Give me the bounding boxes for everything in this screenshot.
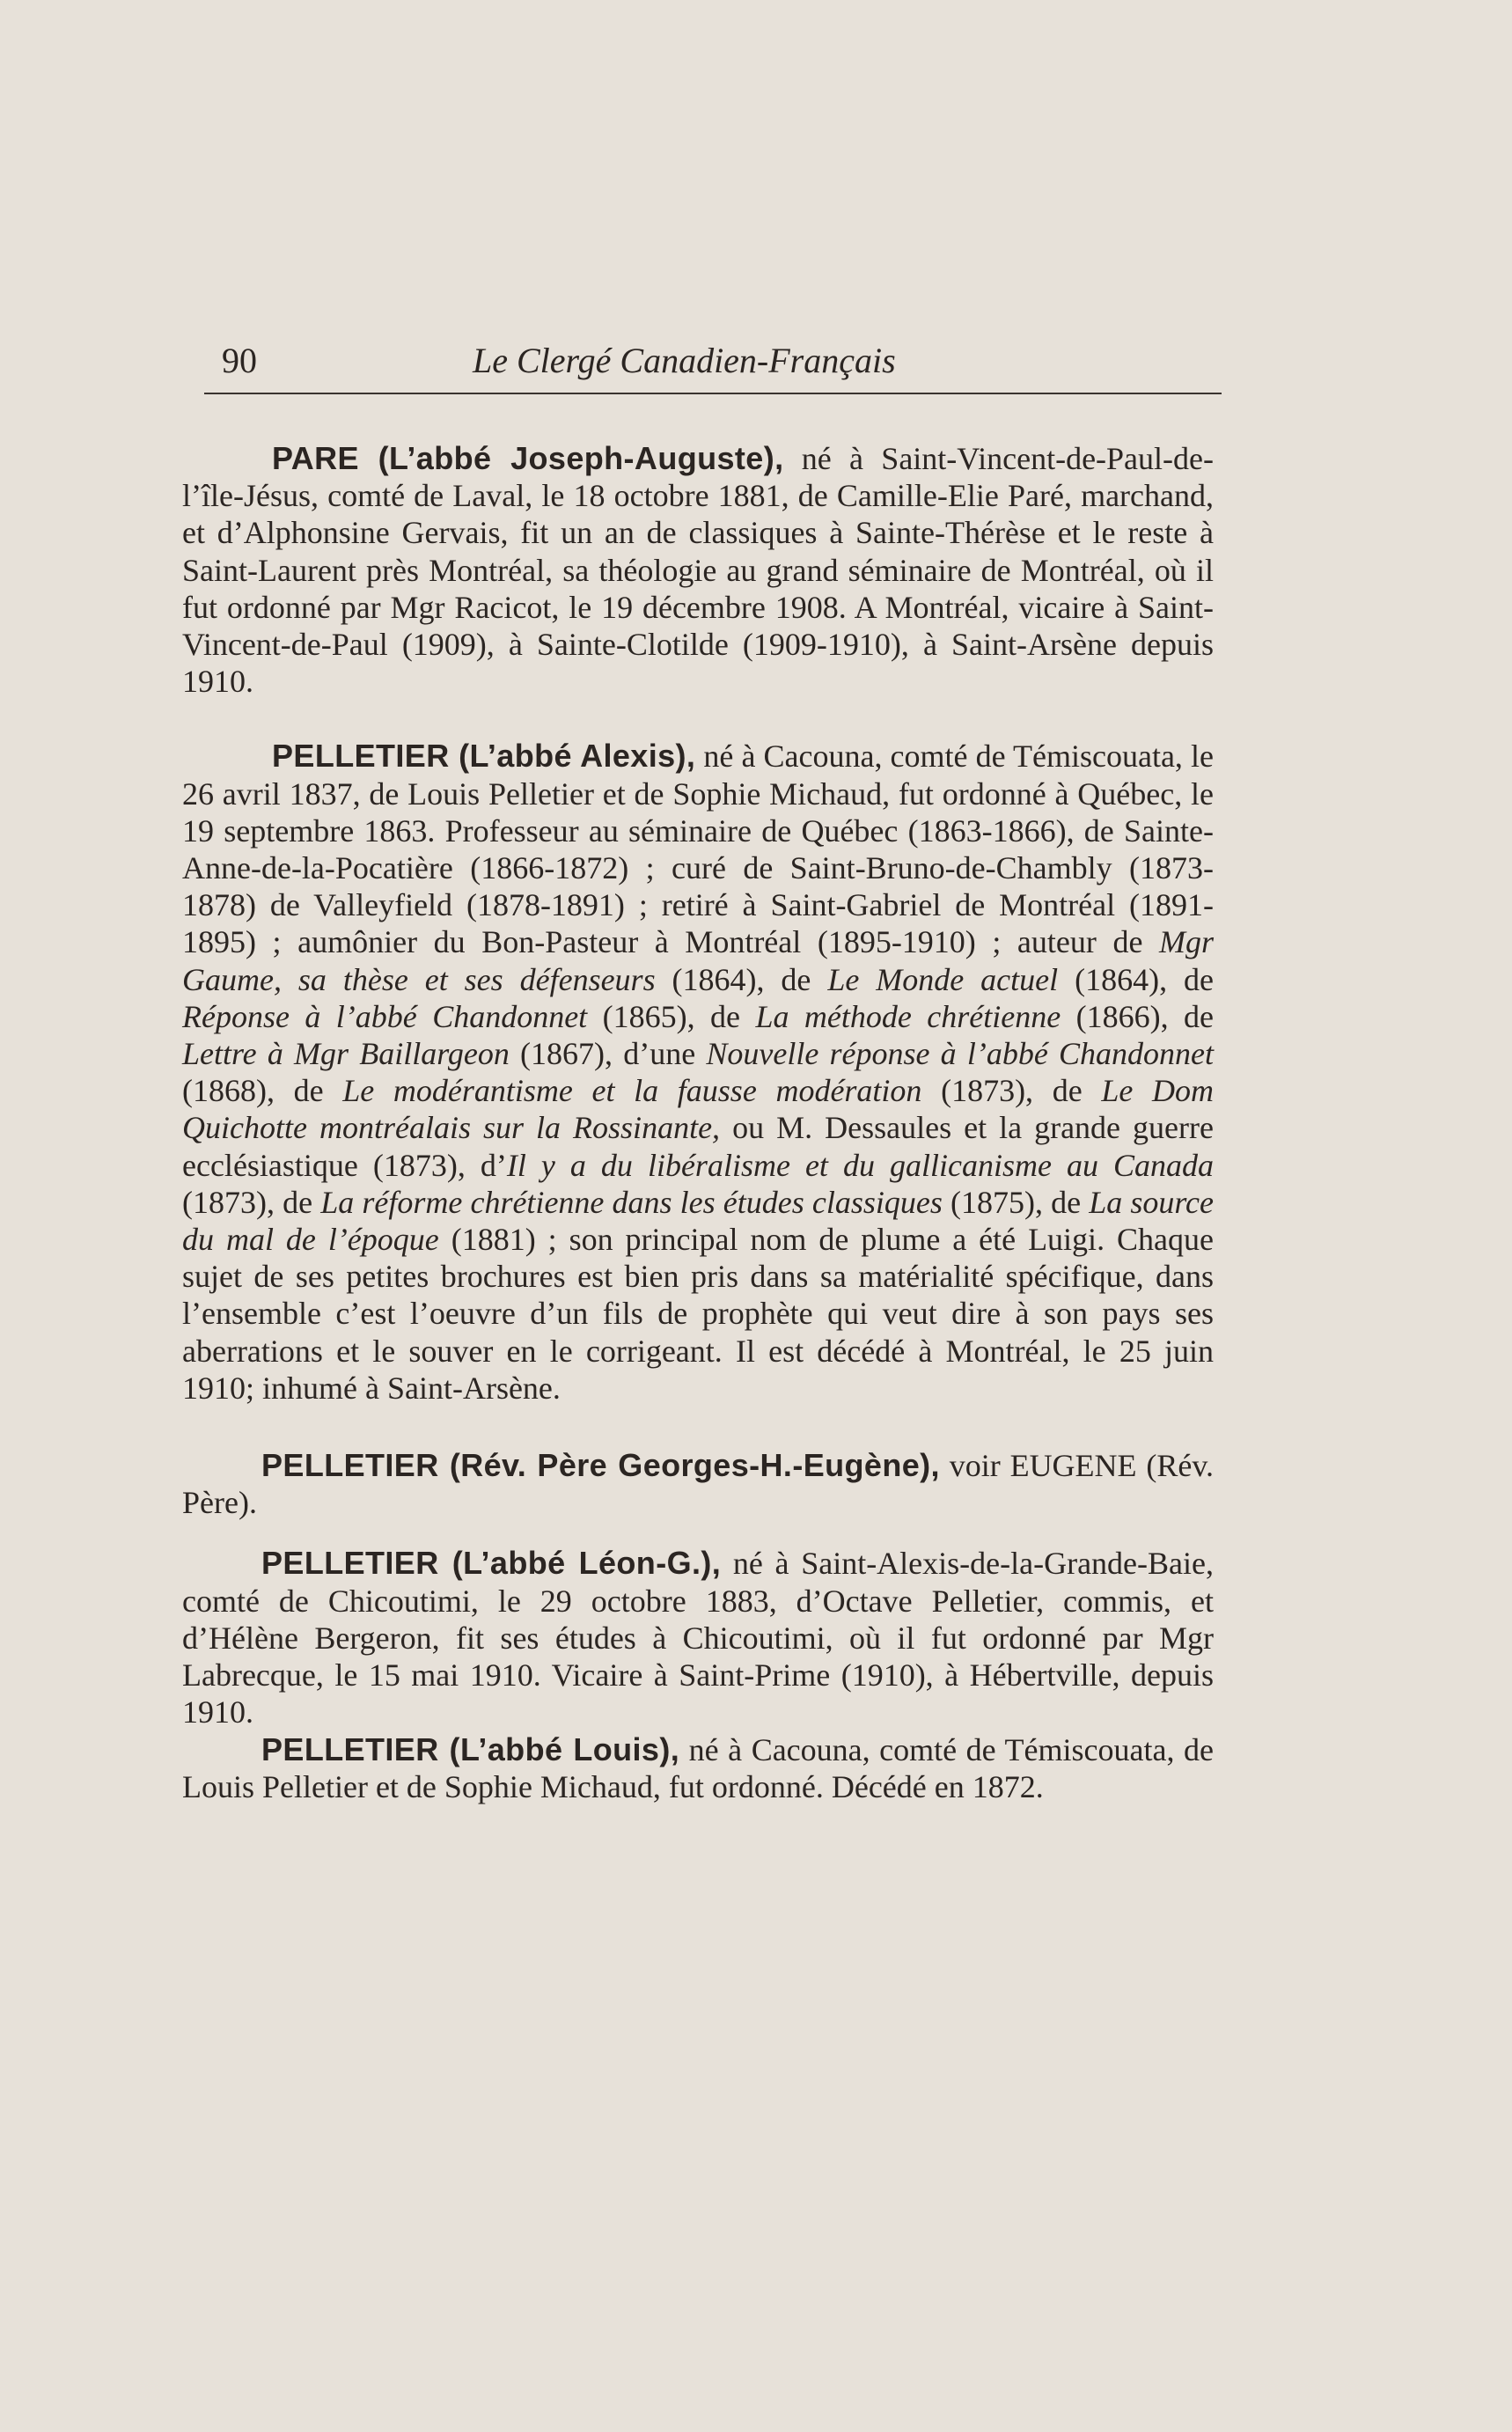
entry-text: (1867), d’une xyxy=(509,1036,707,1072)
work-title: La source du mal de l’époque xyxy=(182,1184,1214,1258)
work-title: Le Monde actuel xyxy=(827,961,1059,997)
entry-text: (1864), de xyxy=(1058,961,1214,997)
work-title: Lettre à Mgr Baillargeon xyxy=(182,1036,510,1072)
work-title: Le modérantisme et la fausse modération xyxy=(342,1073,922,1109)
entry-text: né à Cacouna, comté de Témiscouata, de Louis Pelletier et de Sophie Michaud, fut ordonné. Décédé en 1872. xyxy=(182,1731,1214,1804)
entry-text: (1866), de xyxy=(1061,998,1215,1034)
entry-text: (1875), de xyxy=(942,1184,1090,1220)
entry-text: (1873), de xyxy=(921,1073,1102,1109)
entry-text: ou M. Dessaules et la grande guerre ecclésiastique (1873), d’ xyxy=(182,1110,1214,1183)
entry-text: né à Saint-Alexis-de-la-Grande-Baie, comté de Chicoutimi, le 29 octobre 1883, d’Octave Pelletier, commis, et d’Hélène Bergeron, fit ses études à Chicoutimi, où il fut ordonné par Mgr Labrecque, le 15 mai 1910. Vicaire à Saint-Prime (1910), à Hébertville, depuis 1910. xyxy=(182,1546,1214,1730)
entry-text: né à Saint-Vincent-de-Paul-de-l’île-Jésus, comté de Laval, le 18 octobre 1881, de Camille-Elie Paré, marchand, et d’Alphonsine Gervais, fit un an de classiques à Sainte-Thérèse et le reste à Saint-Laurent près Montréal, sa théologie au grand séminaire de Montréal, où il fut ordonné par Mgr Racicot, le 19 décembre 1908. A Montréal, vicaire à Saint-Vincent-de-Paul (1909), à Sainte-Clotilde (1909-1910), à Saint-Arsène depuis 1910. xyxy=(182,441,1214,700)
entry-text: (1868), de xyxy=(182,1073,343,1109)
entry-name: PARE (L’abbé Joseph-Auguste), xyxy=(272,440,784,476)
page-header xyxy=(204,334,1222,394)
entry-pelletier-georges-eugene xyxy=(182,1447,1214,1521)
work-title: La méthode chrétienne xyxy=(755,998,1061,1034)
entry-pelletier-louis xyxy=(182,1731,1214,1805)
entry-text: voir EUGENE (Rév. Père). xyxy=(182,1448,1214,1521)
work-title: Mgr Gaume, sa thèse et ses défenseurs xyxy=(182,924,1214,997)
entry-text: (1873), de xyxy=(182,1184,321,1220)
work-title: Nouvelle réponse à l’abbé Chandonnet xyxy=(706,1036,1214,1072)
entry-text: (1865), de xyxy=(587,998,756,1034)
entry-pare-joseph-auguste xyxy=(182,440,1214,700)
entry-pelletier-alexis xyxy=(182,738,1214,1407)
entry-name: PELLETIER (Rév. Père Georges-H.-Eugène), xyxy=(261,1447,940,1484)
entry-text: (1881) ; son principal nom de plume a été Luigi. Chaque sujet de ses petites brochures est bien pris dans sa matérialité spécifique, dans l’ensemble c’est l’oeuvre d’un fils de prophète qui veut dire à son pays ses aberrations et le souver en le corrigeant. Il est décédé à Montréal, le 25 juin 1910; inhumé à Saint-Arsène. xyxy=(182,1222,1214,1406)
entry-pelletier-leon xyxy=(182,1545,1214,1730)
header-rule xyxy=(204,393,1222,394)
entry-name: PELLETIER (L’abbé Louis), xyxy=(261,1730,680,1767)
page-number: 90 xyxy=(222,341,257,380)
work-title: Il y a du libéralisme et du gallicanisme au Canada xyxy=(506,1147,1214,1183)
entry-text: né à Cacouna, comté de Témiscouata, le 26 avril 1837, de Louis Pelletier et de Sophie Michaud, fut ordonné à Québec, le 19 septembre 1863. Professeur au séminaire de Québec (1863-1866), de Sainte-Anne-de-la-Pocatière (1866-1872) ; curé de Saint-Bruno-de-Chambly (1873-1878) de Valleyfield (1878-1891) ; retiré à Saint-Gabriel de Montréal (1891-1895) ; aumônier du Bon-Pasteur à Montréal (1895-1910) ; auteur de xyxy=(182,738,1214,960)
entry-text: (1864), de xyxy=(655,961,828,997)
page-body xyxy=(182,440,1214,1805)
work-title: Le Dom Quichotte montréalais sur la Rossinante, xyxy=(182,1073,1214,1146)
running-title: Le Clergé Canadien-Français xyxy=(473,341,896,380)
work-title: La réforme chrétienne dans les études classiques xyxy=(320,1184,943,1220)
entry-name: PELLETIER (L’abbé Alexis), xyxy=(272,738,696,775)
work-title: Réponse à l’abbé Chandonnet xyxy=(182,998,588,1034)
entry-name: PELLETIER (L’abbé Léon-G.), xyxy=(261,1545,722,1582)
